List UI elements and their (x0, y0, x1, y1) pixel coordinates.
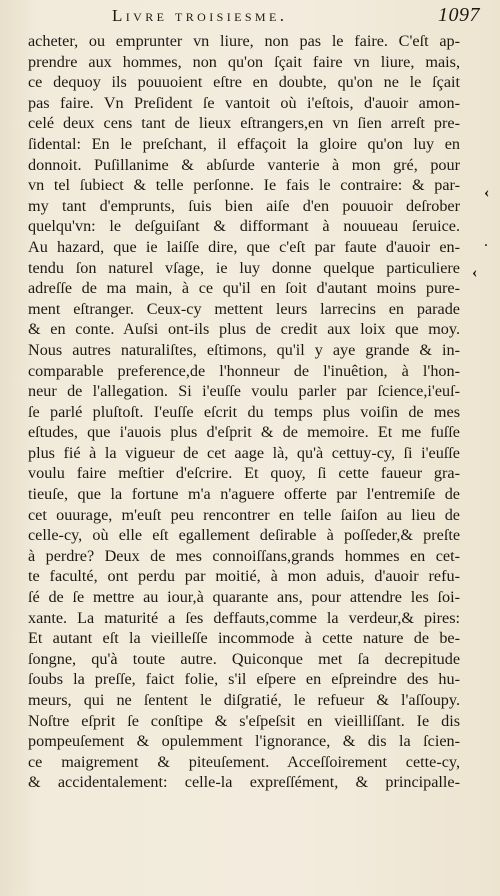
text-line: Nous autres naturaliſtes, eſtimons, qu'il y aye grande & in- (28, 340, 460, 359)
text-line: acheter, ou emprunter vn liure, non pas le faire. C'eſt ap- (28, 32, 460, 50)
margin-mark: ‹ (484, 184, 490, 201)
text-line: my tant d'emprunts, ſuis bien aiſe d'en pouuoir deſrober (28, 196, 460, 215)
text-line: comparable preference,de l'honneur de l'inuêtion, à l'hon- (28, 361, 460, 380)
text-line: Noſtre eſprit ſe conſtipe & s'eſpeſsit en vieilliſſant. Ie dis (28, 711, 460, 730)
text-line: adreſſe de ma main, à ce qu'il en ſoit d'autant moins pure- (28, 279, 460, 298)
text-line: tieuſe, que la fortune m'a n'aguere offerte par l'entremiſe de (28, 485, 460, 504)
text-line: pas faire. Vn Preſident ſe vantoit où i'eſtois, d'auoir amon- (28, 93, 460, 112)
text-line: ſé de ſe mettre au iour,à quarante ans, pour attendre les ſoi- (28, 588, 460, 607)
text-line: & accidentalement: celle-la expreſſément, & principalle- (28, 773, 460, 792)
text-line: ſoubs la preſſe, faict folie, s'il eſpere en eſpreindre des hu- (28, 670, 460, 689)
text-line: & en conte. Auſsi ont-ils plus de credit aux loix que moy. (28, 320, 460, 339)
text-line: plus fié à la vigueur de cet aage là, qu'à cettuy-cy, ſi i'euſſe (28, 443, 460, 462)
text-line: ſongne, qu'à toute autre. Quiconque met ſa decrepitude (28, 649, 460, 668)
text-line: à perdre? Deux de mes connoiſſans,grands hommes en cet- (28, 546, 460, 565)
text-line: Au hazard, que ie laiſſe dire, que c'eſt par faute d'auoir en- (28, 237, 460, 256)
page-number: 1097 (438, 4, 480, 26)
text-line: meurs, qui ne ſentent le diſgratié, le refueur & l'aſſoupy. (28, 691, 460, 709)
text-line: tendu ſon naturel vſage, ie luy donne quelque particuliere (28, 258, 460, 277)
text-line: vn tel ſubiect & telle perſonne. Ie fais le contraire: & par- (28, 176, 460, 195)
text-line: prendre aux hommes, non qu'on ſçait faire vn liure, mais, (28, 52, 460, 71)
text-line: quelqu'vn: le deſguiſant & difformant à nouueau ſeruice. (28, 217, 460, 236)
text-line: pompeuſement & opulemment l'ignorance, & dis la ſcien- (28, 732, 460, 751)
text-line: celle-cy, où elle eſt egallement deſirable à poſſeder,& preſte (28, 526, 460, 545)
body-text (28, 31, 460, 793)
text-line: ſidental: En le preſchant, il effaçoit la gloire qu'on luy en (28, 134, 460, 153)
text-line: ce maigrement & piteuſement. Acceſſoirement cette-cy, (28, 752, 460, 771)
text-line: xante. La maturité a ſes deffauts,comme la verdeur,& pires: (28, 608, 460, 627)
page-header (112, 4, 488, 30)
margin-mark: · (484, 238, 489, 252)
text-line: Et autant eſt la vieilleſſe incommode à cette nature de be- (28, 629, 460, 648)
text-line: voulu faire meſtier d'eſcrire. Et quoy, ſi cette faueur gra- (28, 464, 460, 483)
running-head: Livre troisiesme. (112, 6, 288, 25)
text-line: cet ouurage, m'euſt peu rencontrer en telle ſaiſon au lieu de (28, 505, 460, 524)
text-line: ſe parlé pluſtoſt. I'euſſe eſcrit du temps plus voiſin de mes (28, 402, 460, 421)
text-line: neur de l'allegation. Si i'euſſe voulu parler par ſcience,i'euſ- (28, 382, 460, 401)
text-line: donnoit. Puſillanime & abſurde vanterie à mon gré, pour (28, 155, 460, 174)
text-line: ce dequoy ils pouuoient eſtre en doubte, qu'on ne le ſçait (28, 73, 460, 92)
text-line: te faculté, ont perdu par moitié, à mon aduis, d'auoir refu- (28, 567, 460, 586)
text-line: celé deux cens tant de lieux eſtrangers,en vn ſien arreſt pre- (28, 114, 460, 133)
margin-mark: ‹ (472, 264, 478, 281)
text-line: eſtudes, que i'auois plus d'eſprit & de memoire. Et me fuſſe (28, 423, 460, 442)
text-line: ment eſtranger. Ceux-cy mettent leurs larrecins en parade (28, 299, 460, 318)
